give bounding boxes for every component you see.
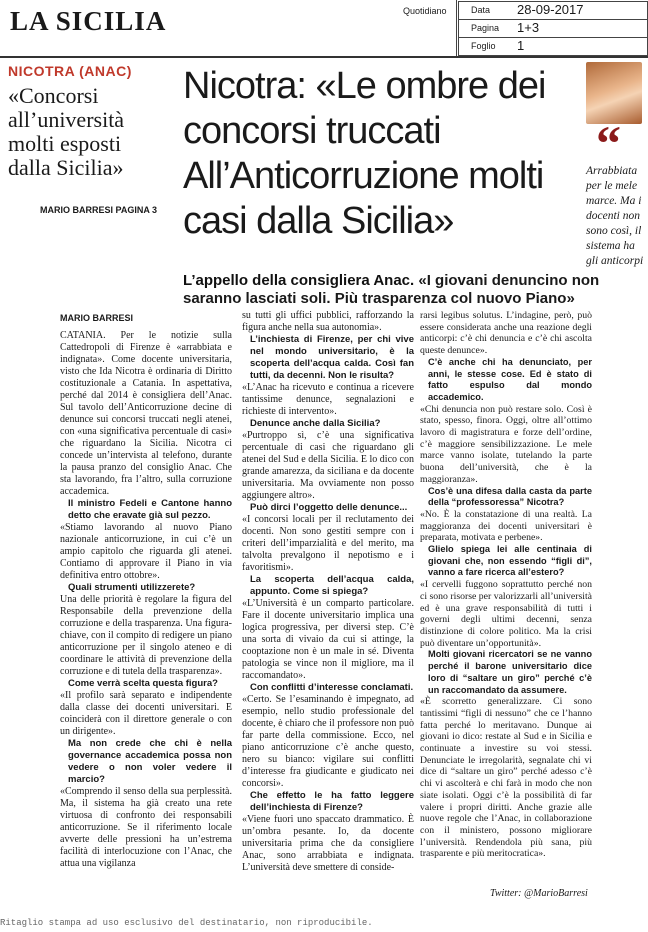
foglio-box	[458, 37, 648, 56]
foglio-value: 1	[517, 38, 525, 53]
interview-question: Glielo spiega lei alle centinaia di giovani che, non essendo “figli di”, vanno a fare ricerca all’estero?	[428, 544, 592, 578]
article-paragraph: «Il profilo sarà separato e indipendente dalla classe dei docenti universitari. E coinciderà con il direttore generale o con un dirigente».	[60, 690, 232, 737]
article-paragraph: «Viene fuori uno spaccato drammatico. È un’ombra pesante. Io, da docente universitaria prima che da consigliere Anac, sono arrabbiata e indignata. L’università deve smettere di conside-	[242, 814, 414, 873]
article-paragraph: «No. È la constatazione di una realtà. La maggioranza dei docenti universitari è preparata, motivata e perbene».	[420, 508, 592, 544]
deck-lead: L’appello della consigliera Anac.	[183, 272, 415, 289]
article-paragraph: «L’Anac ha ricevuto e continua a ricevere tantissime denunce, segnalazioni e richieste di intervento».	[242, 382, 414, 417]
data-label: Data	[471, 5, 491, 15]
article-paragraph: «L’Università è un comparto particolare. Fare il docente universitario implica una logica progressiva, per diversi step. C’è una sorta di vivaio da cui si attinge, la cooptazione non è un male in sé. Diventa patologia se vince non il migliore, ma il raccomandato».	[242, 598, 414, 681]
teaser-kicker: NICOTRA (ANAC)	[8, 63, 132, 79]
article-paragraph: «Stiamo lavorando al nuovo Piano nazionale anticorruzione, in cui c’è un ampio capitolo che riguarda gli atenei. Contiamo di approvare il Piano in via definitiva entro ottobre».	[60, 522, 232, 581]
interview-question: C’è anche chi ha denunciato, per anni, le stesse cose. Ed è stato di fatto espulso dal mondo accademico.	[428, 356, 592, 402]
article-paragraph: «Chi denuncia non può restare solo. Così è stato, spesso, finora. Oggi, oltre all’ottimo lavoro di magistratura e forze dell’ordine, c’è maggiore sensibilizzazione. Le mele marce vanno isolate, tutelando la parte buona dell’università, che è la maggioranza».	[420, 403, 592, 485]
article-byline: MARIO BARRESI	[60, 313, 134, 323]
header-divider	[456, 0, 457, 56]
article-paragraph: «I cervelli fuggono soprattutto perché non ci sono risorse per valorizzarli all’università ed è una grave responsabilità di tutti i governi degli ultimi decenni, senza distinzione di colore politico. Ma la crisi può diventare un’opportunità».	[420, 579, 592, 649]
article-column-1	[60, 330, 232, 870]
article-paragraph: «I concorsi locali per il reclutamento dei docenti. Non sono gestiti sempre con i criteri dell’imparzialità e del merito, ma talvolta prevalgono il nepotismo e i favoritismi».	[242, 514, 414, 573]
article-paragraph: «È scorretto generalizzare. Ci sono tantissimi “figli di nessuno” che ce l’hanno fatta perché lo meritavano. Dunque ai giovani io dico: restate al Sud e in Sicilia e continuate a investire su voi stessi. Denunciate le irregolarità, segnalate chi vi dice di “saltare un giro” perché adesso c’è chi vi ascolterà e chi farà in modo che non siate isolati. Oggi c’è la possibilità di far valere i propri diritti. Anche grazie alle nuove regole che l’Anac, in collaborazione con il ministero, possono migliorare l’università. Rendendola più sana, più trasparente e più meritocratica».	[420, 696, 592, 860]
pagina-box	[458, 19, 648, 38]
article-paragraph: Una delle priorità è regolare la figura del Responsabile della prevenzione della corruzione e della trasparenza. Una figura-chiave, con il compito di redigere un piano anticorruzione per il singolo ateneo e di coordinare le attività di prevenzione della corruzione e di tutela della trasparenza».	[60, 594, 232, 677]
interview-question: Come verrà scelta questa figura?	[68, 678, 218, 689]
foglio-label: Foglio	[471, 41, 496, 51]
teaser-byline: MARIO BARRESI PAGINA 3	[40, 205, 158, 215]
interview-question: L’inchiesta di Firenze, per chi vive nel mondo universitario, è la scoperta dell’acqua calda. Così fan tutti, da decenni. Non le risulta?	[250, 334, 414, 381]
article-paragraph: su tutti gli uffici pubblici, rafforzando la figura anche nella sua autonomia».	[242, 310, 414, 333]
pagina-value: 1+3	[517, 20, 540, 35]
headline: Nicotra: «Le ombre dei concorsi truccati All’Anticorruzione molti casi dalla Sicilia»	[183, 65, 546, 242]
quote-mark-icon: “	[596, 115, 621, 171]
data-box	[458, 1, 648, 20]
masthead: LA SICILIA	[10, 6, 167, 36]
interview-question: Che effetto le ha fatto leggere dell’inchiesta di Firenze?	[250, 790, 414, 813]
interview-question: Molti giovani ricercatori se ne vanno perché il barone universitario dice loro di “saltare un giro” perché c’è un raccomandato da assumere.	[428, 649, 592, 695]
article-column-2	[242, 310, 414, 874]
teaser-text: «Concorsi all’università molti esposti dalla Sicilia»	[8, 83, 125, 180]
interview-question: Ma non crede che chi è nella governance accademica possa non vedere o non voler vedere il marcio?	[68, 738, 232, 785]
twitter-handle: Twitter: @MarioBarresi	[490, 888, 588, 899]
interview-question: Con conflitti d’interesse conclamati.	[250, 682, 414, 693]
article-column-3	[420, 310, 592, 860]
data-value: 28-09-2017	[517, 2, 584, 17]
interview-question: Denunce anche dalla Sicilia?	[250, 418, 381, 429]
footer-disclaimer: Ritaglio stampa ad uso esclusivo del destinatario, non riproducibile.	[0, 918, 373, 928]
interview-question: Può dirci l’oggetto delle denunce...	[250, 502, 408, 513]
pagina-label: Pagina	[471, 23, 500, 33]
header-rule	[0, 56, 648, 58]
article-paragraph: «Purtroppo sì, c’è una significativa percentuale di casi che riguardano gli atenei del Sud e della Sicilia. E lo dico con grande amarezza, da siciliana e da docente universitaria. Ma ovviamente non posso aggiungere altro».	[242, 430, 414, 501]
article-paragraph: «Certo. Se l’esaminando è impegnato, ad esempio, nello studio professionale del docente, è chiaro che il professore non può far parte della commissione. Ecco, nel piano anticorruzione c’è anche questo, nero su bianco: vigilare sui conflitti d’interesse fra giudicante e giudicato nei concorsi».	[242, 694, 414, 789]
quotidiano-label: Quotidiano	[403, 6, 447, 16]
article-paragraph: «Comprendo il senso della sua perplessità. Ma, il sistema ha già creato una rete virtuosa di confronto dei responsabili anticorruzione. Se il riferimento locale avverte delle pressioni ha un’estrema facilità di interlocuzione con l’Anac, che attua una vigilanza	[60, 786, 232, 869]
deck	[183, 272, 603, 308]
pull-quote: Arrabbiata per le mele marce. Ma i docenti non sono così, il sistema ha gli anticorpi	[586, 165, 644, 267]
interview-question: Quali strumenti utilizzerete?	[68, 582, 196, 593]
interview-question: Cos’è una difesa dalla casta da parte della “professoressa” Nicotra?	[428, 485, 592, 508]
article-paragraph: CATANIA. Per le notizie sulla Cattedropoli di Firenze è «arrabbiata e indignata». Come docente universitaria, visto che Ida Nicotra è ordinaria di Diritto costituzionale a Catania. In aspettativa, perché dal 2014 è consigliera dell’Anac. Sul tavolo dell’Anticorruzione decine di denunce sui concorsi truccati negli atenei, con «una significativa percentuale di casi» che riguardano la Sicilia. Nicotra ci concede un’intervista al telefono, durante la pausa pranzo del consiglio Anac. Che sta lavorando, fra l’altro, sulla corruzione accademica.	[60, 330, 232, 497]
interview-question: La scoperta dell’acqua calda, appunto. Come si spiega?	[250, 574, 414, 597]
interview-question: Il ministro Fedeli e Cantone hanno detto che eravate già sul pezzo.	[68, 498, 232, 521]
article-paragraph: rarsi legibus solutus. L’indagine, però, può essere considerata anche una reazione degli anticorpi: c’è chi denuncia e c’è chi ascolta queste denunce».	[420, 310, 592, 357]
deck-rest: «I giovani denuncino non saranno lasciati soli. Più trasparenza col nuovo Piano»	[183, 272, 600, 307]
